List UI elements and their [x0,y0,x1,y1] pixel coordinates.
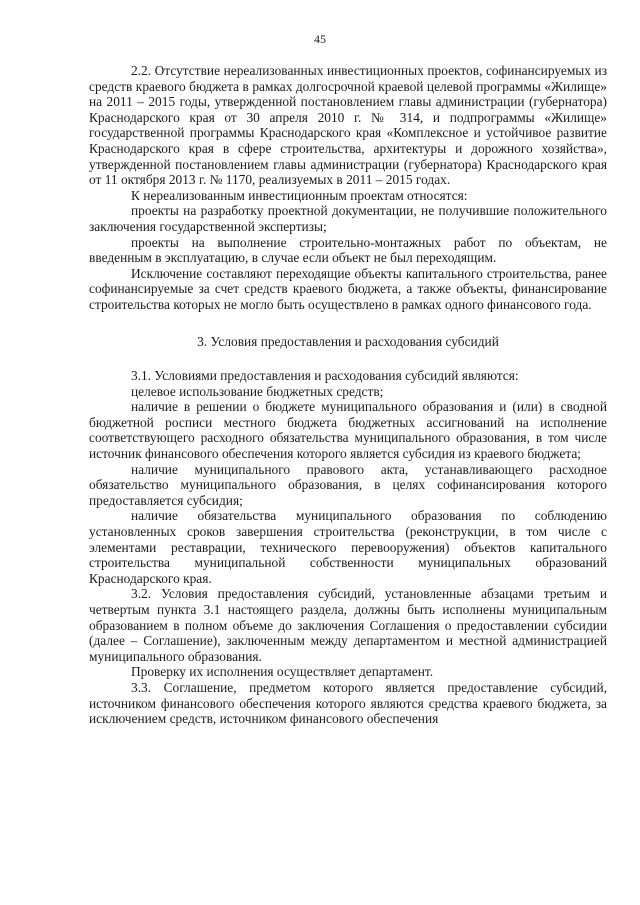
paragraph-legal-act: наличие муниципального правового акта, устанавливающего расходное обязательство муниципального образования, в целях софинансирования которого предоставляется субсидия; [89,461,607,508]
paragraph-3-1: 3.1. Условиями предоставления и расходования субсидий являются: [131,368,519,384]
paragraph-budget-decision: наличие в решении о бюджете муниципального образования и (или) в сводной бюджетной росписи местного бюджета бюджетных ассигнований на исполнение соответствующего расходного обязательства муниципального образования, в том числе источник финансового обеспечения которого является субсидия из краевого бюджета; [89,399,607,462]
document-body [89,63,607,727]
paragraph-verification: Проверку их исполнения осуществляет департамент. [131,664,434,680]
section-heading: 3. Условия предоставления и расходования субсидий [197,333,499,349]
paragraph-targeted-use: целевое использование бюджетных средств; [131,383,384,399]
paragraph-3-3: 3.3. Соглашение, предметом которого является предоставление субсидий, источником финансового обеспечения которого являются средства краевого бюджета, за исключением средств, источником финансового обеспечения [89,679,607,727]
paragraph-construction-projects: проекты на выполнение строительно-монтажных работ по объектам, не введенным в эксплуатацию, в случае если объект не был переходящим. [89,234,607,266]
paragraph-obligation: наличие обязательства муниципального образования по соблюдению установленных сроков завершения строительства (реконструкции, в том числе с элементами реставрации, технического перевооружения) объектов капитального строительства муниципальной собственности муниципальных образований Краснодарского края. [89,508,607,586]
paragraph-exception: Исключение составляют переходящие объекты капитального строительства, ранее софинансируемые за счет средств краевого бюджета, а также объекты, финансирование строительства которых не могло быть осуществлено в рамках одного финансового года. [89,265,607,312]
paragraph-design-projects: проекты на разработку проектной документации, не получившие положительного заключения государственной экспертизы; [89,203,607,234]
paragraph-2-2: 2.2. Отсутствие нереализованных инвестиционных проектов, софинансируемых из средств краевого бюджета в рамках долгосрочной краевой целевой программы «Жилище» на 2011 – 2015 годы, утвержденной постановлением главы администрации (губернатора) Краснодарского края от 30 апреля 2010 г. № 314, и подпрограммы «Жилище» государственной программы Краснодарского края «Комплексное и устойчивое развитие Краснодарского края в сфере строительства, архитектуры и дорожного хозяйства», утвержденной постановлением главы администрации (губернатора) Краснодарского края от 11 октября 2013 г. № 1170, реализуемых в 2011 – 2015 годах. [89,63,607,188]
page-number: 45 [314,32,326,46]
paragraph-unrealized-intro: К нереализованным инвестиционным проектам относятся: [131,187,468,203]
paragraph-3-2: 3.2. Условия предоставления субсидий, установленные абзацами третьим и четвертым пункта 3.1 настоящего раздела, должны быть исполнены муниципальным образованием в полном объеме до заключения Соглашения о предоставлении субсидии (далее – Соглашение), заключенным между департаментом и местной администрацией муниципального образования. [89,586,607,664]
